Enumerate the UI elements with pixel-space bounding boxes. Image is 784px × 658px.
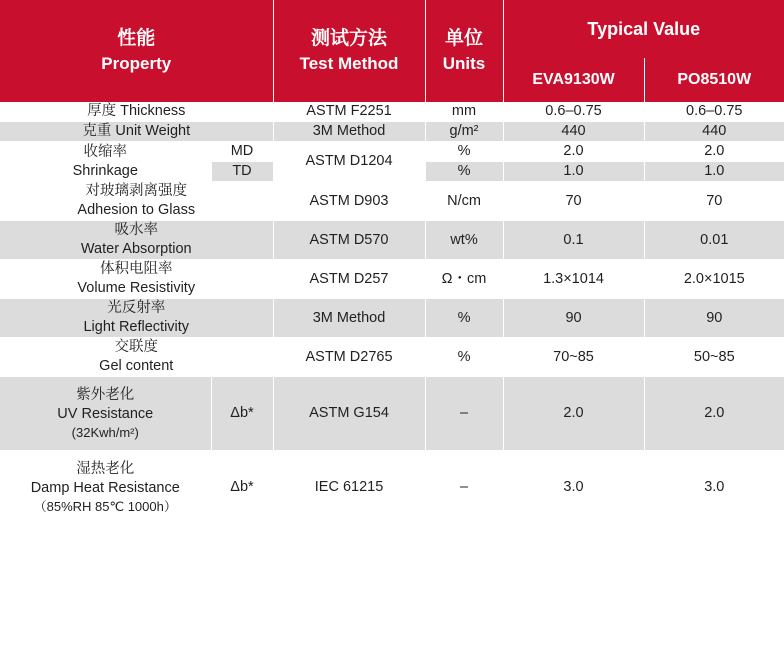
row-value-po: 70 [644,182,784,221]
table-row [0,221,784,260]
row-value-eva: 0.6–0.75 [503,102,644,122]
row-value-po: 2.0×1015 [644,260,784,299]
row-property: 紫外老化 UV Resistance (32Kwh/m²) [0,377,211,451]
row-value-eva: 90 [503,299,644,338]
row-units: – [425,451,503,525]
row-method: ASTM D257 [273,260,425,299]
row-sub-label-delta-b: Δb* [211,451,273,525]
row-units: mm [425,102,503,122]
row-units: – [425,377,503,451]
row-value-eva: 1.3×1014 [503,260,644,299]
table-header-row-top [0,0,784,58]
row-method: ASTM D1204 [273,142,425,182]
row-units: wt% [425,221,503,260]
row-property: 湿热老化 Damp Heat Resistance （85%RH 85℃ 1000h） [0,451,211,525]
row-sub-label-md: MD [211,142,273,162]
row-value-eva: 1.0 [503,162,644,182]
row-value-po: 50~85 [644,338,784,377]
row-units: g/m² [425,122,503,142]
row-property: 收缩率 Shrinkage [0,142,211,182]
row-property: 克重 Unit Weight [0,122,273,142]
row-method: 3M Method [273,122,425,142]
row-value-eva: 2.0 [503,142,644,162]
row-property: 体积电阻率 Volume Resistivity [0,260,273,299]
row-property: 厚度 Thickness [0,102,273,122]
row-property: 对玻璃剥离强度 Adhesion to Glass [0,182,273,221]
row-value-eva: 3.0 [503,451,644,525]
row-units: % [425,142,503,162]
header-property: 性能 Property [0,0,273,102]
table-row [0,260,784,299]
row-method: ASTM D2765 [273,338,425,377]
row-units: N/cm [425,182,503,221]
table-row [0,451,784,525]
header-units: 单位 Units [425,0,503,102]
row-value-po: 2.0 [644,377,784,451]
row-units: % [425,299,503,338]
row-units: Ω・cm [425,260,503,299]
row-method: ASTM F2251 [273,102,425,122]
row-value-eva: 440 [503,122,644,142]
table-row [0,142,784,162]
table-row [0,102,784,122]
table-row [0,182,784,221]
table-row [0,377,784,451]
header-test-method: 测试方法 Test Method [273,0,425,102]
row-property: 吸水率 Water Absorption [0,221,273,260]
row-property: 光反射率 Light Reflectivity [0,299,273,338]
row-units: % [425,338,503,377]
row-method: ASTM D903 [273,182,425,221]
row-value-po: 0.6–0.75 [644,102,784,122]
row-method: ASTM D570 [273,221,425,260]
row-value-po: 90 [644,299,784,338]
header-typical-value: Typical Value [503,0,784,58]
row-value-po: 3.0 [644,451,784,525]
row-value-eva: 2.0 [503,377,644,451]
row-method: 3M Method [273,299,425,338]
table-row [0,299,784,338]
row-value-po: 1.0 [644,162,784,182]
table-row [0,122,784,142]
row-value-eva: 70 [503,182,644,221]
row-property: 交联度 Gel content [0,338,273,377]
row-sub-label-td: TD [211,162,273,182]
row-value-po: 440 [644,122,784,142]
row-value-po: 0.01 [644,221,784,260]
row-sub-label-delta-b: Δb* [211,377,273,451]
row-units: % [425,162,503,182]
header-column-po8510w: PO8510W [644,58,784,102]
table-row [0,338,784,377]
row-method: IEC 61215 [273,451,425,525]
row-value-eva: 0.1 [503,221,644,260]
row-value-po: 2.0 [644,142,784,162]
header-column-eva9130w: EVA9130W [503,58,644,102]
row-value-eva: 70~85 [503,338,644,377]
row-method: ASTM G154 [273,377,425,451]
